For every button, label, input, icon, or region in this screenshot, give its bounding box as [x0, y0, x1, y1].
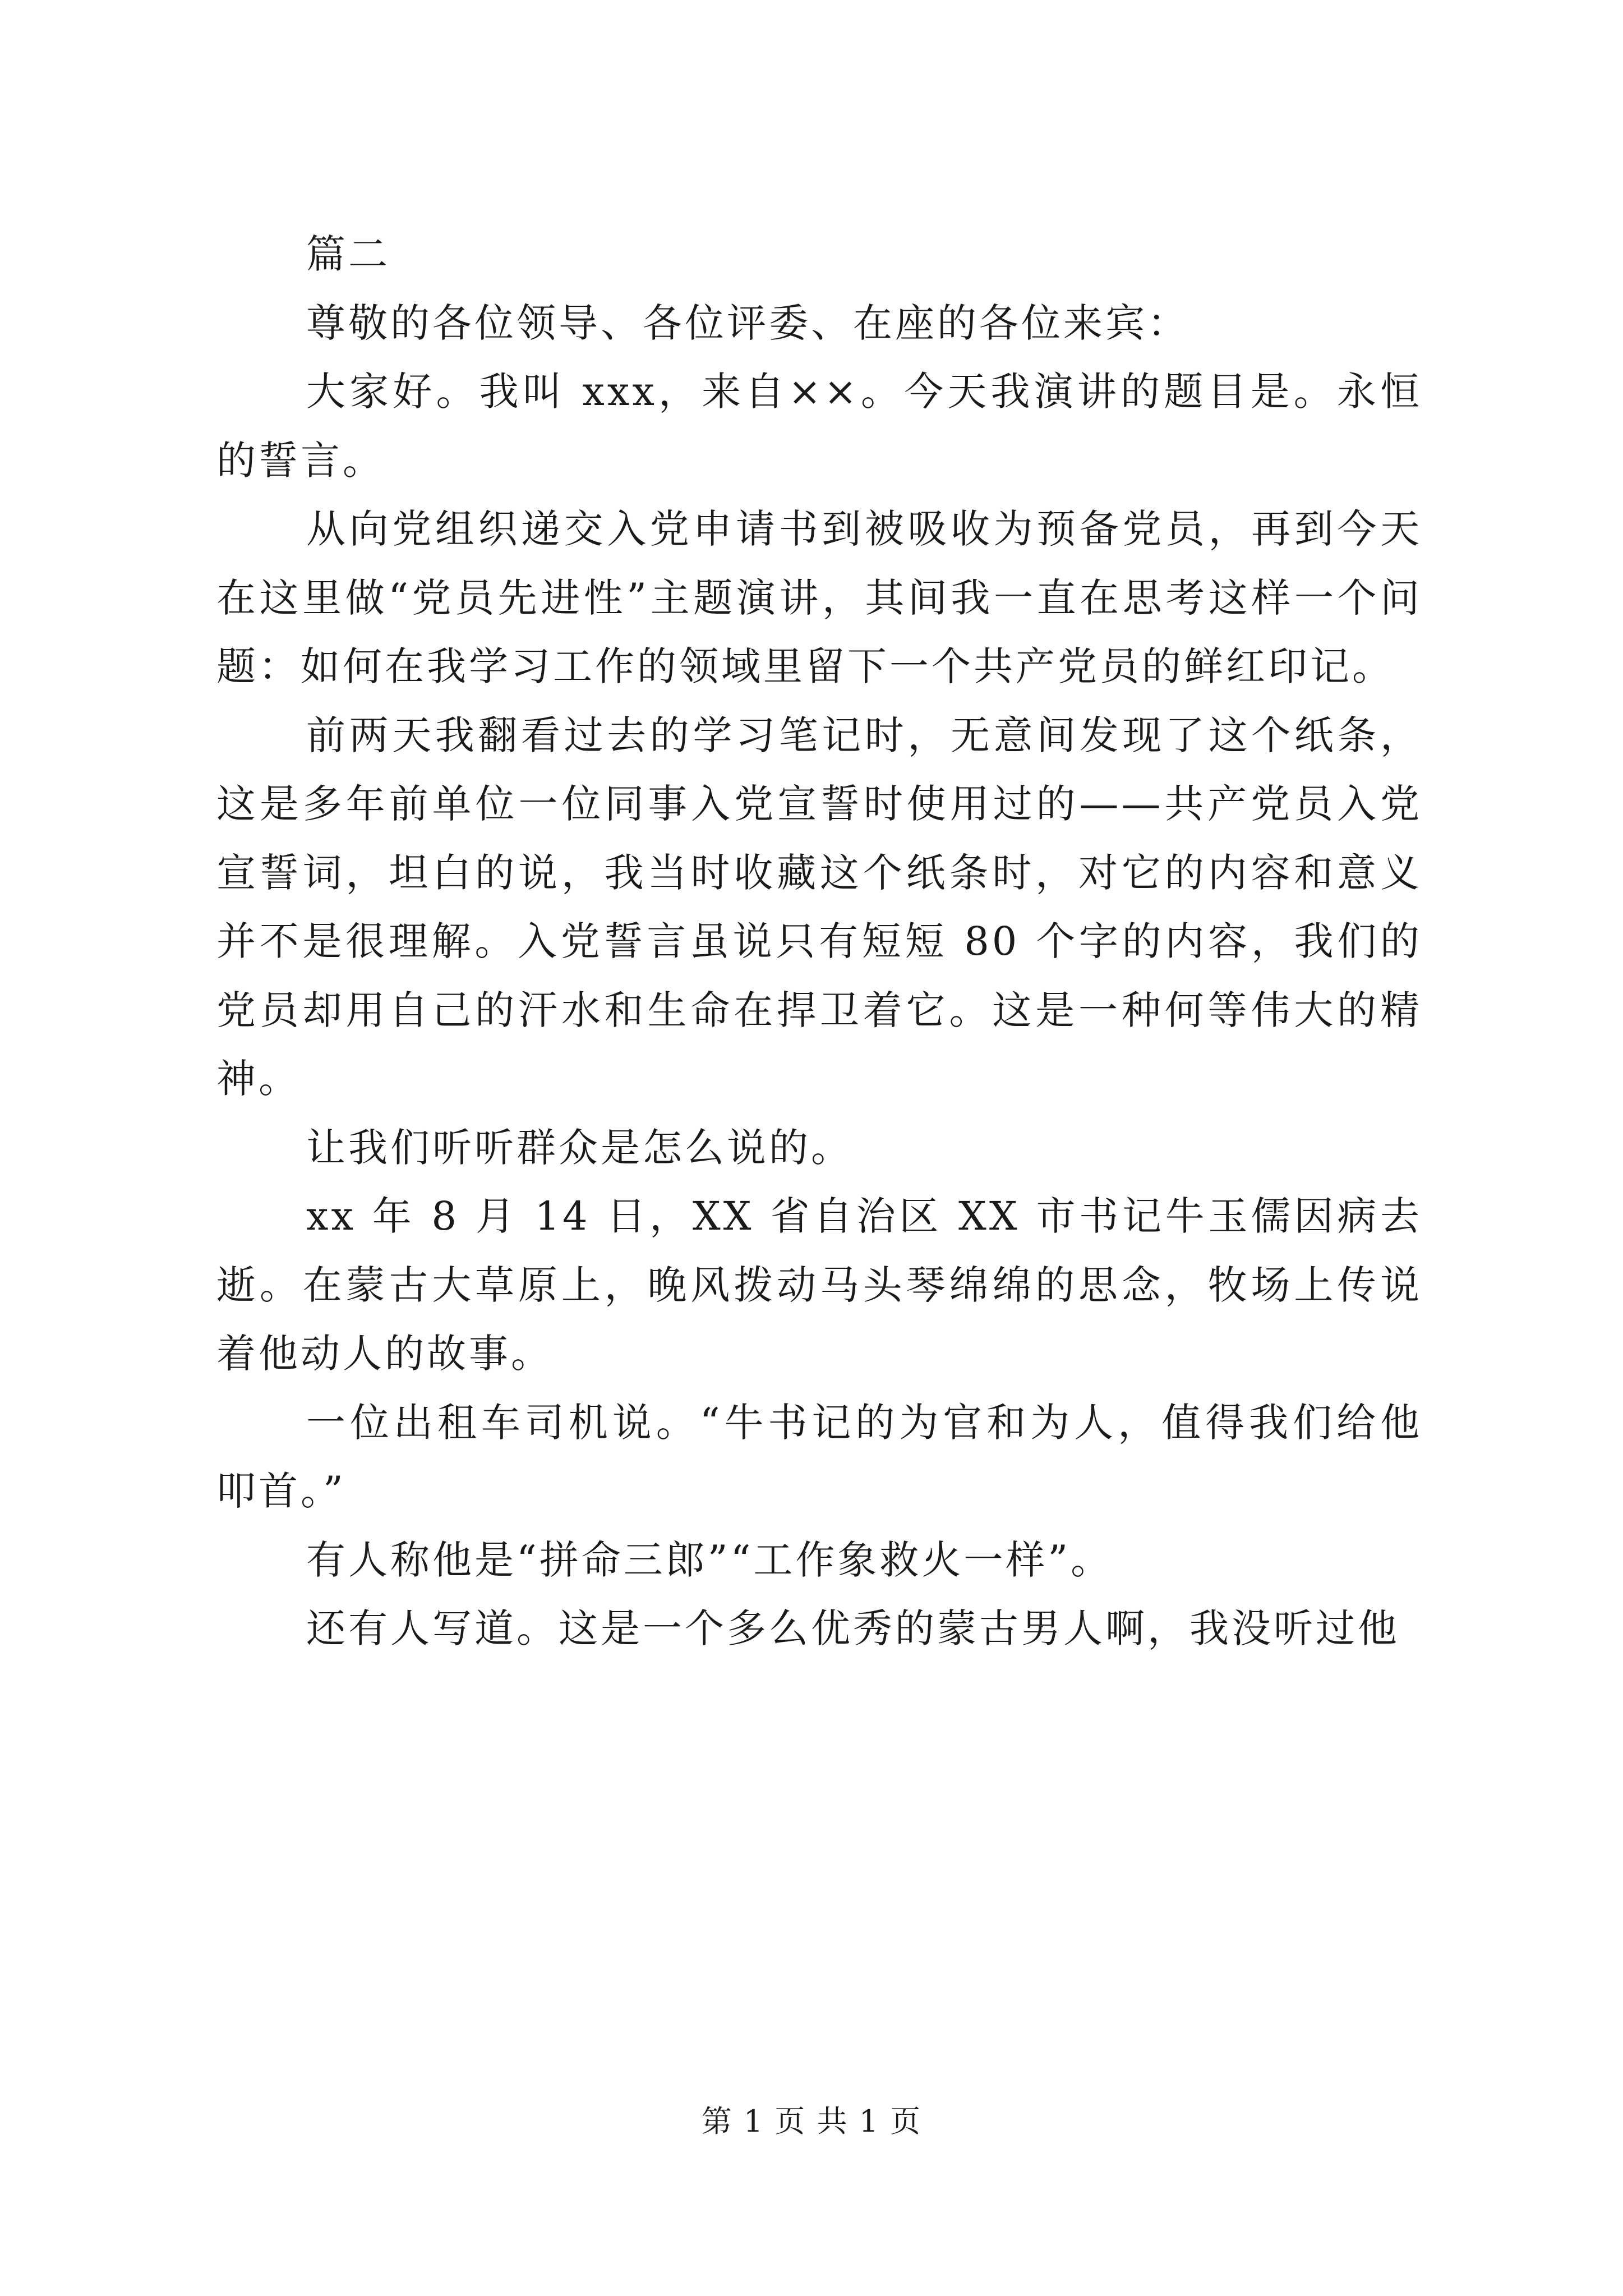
paragraph: 大家好。我叫 xxx，来自××。今天我演讲的题目是。永恒的誓言。	[216, 369, 1422, 484]
paragraph: 让我们听听群众是怎么说的。	[306, 1124, 853, 1171]
paragraph: 还有人写道。这是一个多么优秀的蒙古男人啊，我没听过他	[306, 1605, 1400, 1651]
page-footer: 第 1 页 共 1 页	[701, 2104, 922, 2139]
salutation: 尊敬的各位领导、各位评委、在座的各位来宾：	[306, 300, 1189, 346]
section-heading: 篇二	[306, 231, 390, 277]
paragraph: 一位出租车司机说。“牛书记的为官和为人，值得我们给他叩首。”	[216, 1399, 1422, 1514]
document-body	[216, 220, 1422, 1663]
paragraph: 从向党组织递交入党申请书到被吸收为预备党员，再到今天在这里做“党员先进性”主题演讲，其间我一直在思考这样一个问题：如何在我学习工作的领域里留下一个共产党员的鲜红印记。	[216, 506, 1422, 689]
paragraph: 有人称他是“拼命三郎”“工作象救火一样”。	[306, 1536, 1113, 1583]
paragraph: 前两天我翻看过去的学习笔记时，无意间发现了这个纸条，这是多年前单位一位同事入党宣誓时使用过的——共产党员入党宣誓词，坦白的说，我当时收藏这个纸条时，对它的内容和意义并不是很理解。入党誓言虽说只有短短 80 个字的内容，我们的党员却用自己的汗水和生命在捍卫着它。这是一种何等伟大的精神。	[216, 712, 1422, 1102]
paragraph: xx 年 8 月 14 日，XX 省自治区 XX 市书记牛玉儒因病去逝。在蒙古大草原上，晚风拨动马头琴绵绵的思念，牧场上传说着他动人的故事。	[216, 1193, 1422, 1377]
